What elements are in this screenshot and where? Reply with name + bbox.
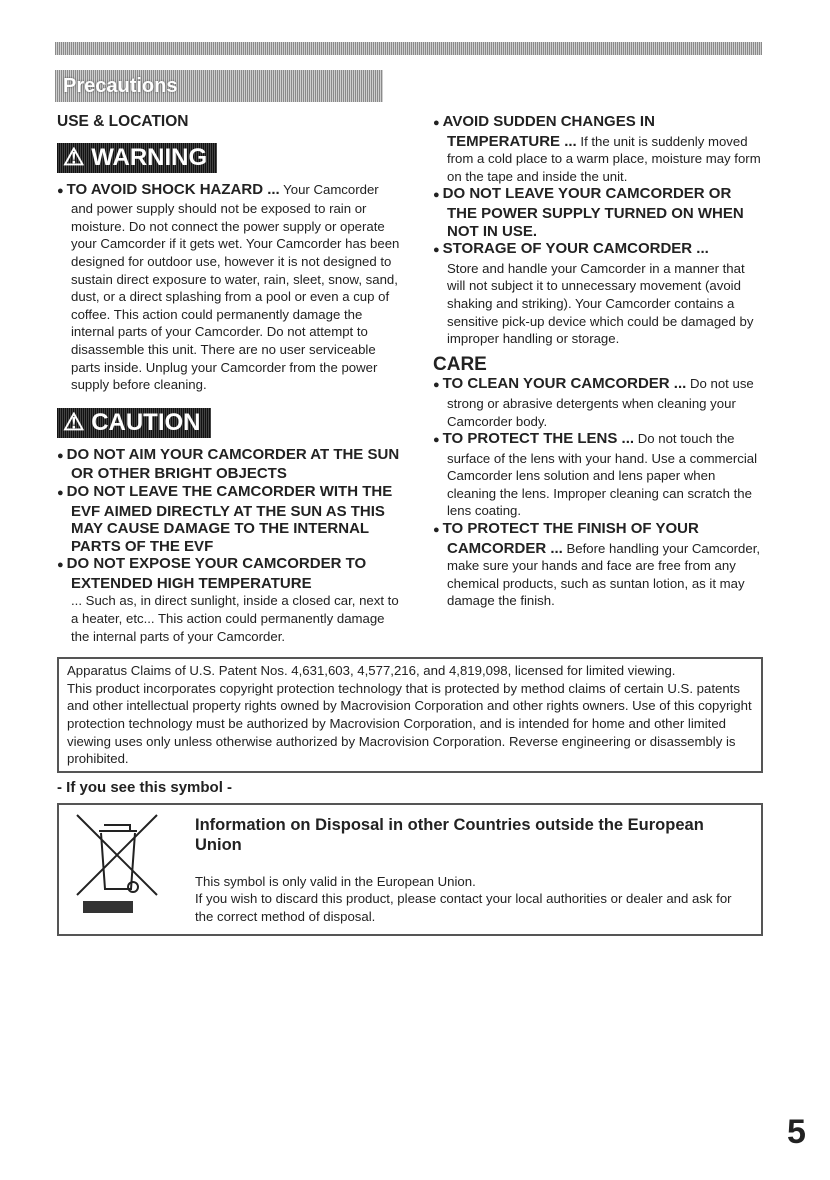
list-item: ● TO CLEAN YOUR CAMCORDER ... Do not use strong or abrasive detergents when cleaning your Camcorder body. — [433, 375, 754, 429]
warning-badge — [57, 143, 217, 173]
caution-badge — [57, 408, 211, 438]
disposal-line: If you wish to discard this product, please contact your local authorities or dealer and ask for the correct method of disposal. — [195, 891, 732, 924]
list-item: ● STORAGE OF YOUR CAMCORDER ... Store and handle your Camcorder in a manner that will not subject it to unnecessary movement (avoid shaking and striking). Your Camcorder contains a sensitive pick-up device which could be damaged by improper handling or storage. — [433, 240, 754, 347]
page-number: 5 — [787, 1113, 806, 1151]
list-item: ● DO NOT LEAVE THE CAMCORDER WITH THE EVF AIMED DIRECTLY AT THE SUN AS THIS MAY CAUSE DAMAGE TO THE INTERNAL PARTS OF THE EVF — [57, 482, 393, 555]
columns — [57, 113, 763, 645]
page-title: Precautions — [55, 70, 383, 102]
disposal-text — [195, 873, 751, 926]
disposal-body — [195, 811, 751, 926]
disposal-box — [57, 803, 763, 936]
care-heading: CARE — [433, 353, 487, 375]
list-item: ● AVOID SUDDEN CHANGES IN TEMPERATURE ... If the unit is suddenly moved from a cold place to a warm place, moisture may form on the tape and inside the unit. — [433, 113, 761, 184]
list-item: ● DO NOT LEAVE YOUR CAMCORDER OR THE POWER SUPPLY TURNED ON WHEN NOT IN USE. — [433, 185, 744, 240]
page-body — [57, 113, 763, 936]
right-column — [433, 113, 763, 610]
patent-notice-box — [57, 657, 763, 773]
disposal-title: Information on Disposal in other Countries outside the European Union — [195, 815, 704, 854]
section-heading: USE & LOCATION — [57, 113, 189, 130]
macrovision-notice: This product incorporates copyright protection technology that is protected by method claims of certain U.S. patents and other intellectual property rights owned by Macrovision Corporation and other rights owners. Use of this copyright protection technology must be authorized by Macrovision Corporation, and is intended for home and other limited viewing uses only unless otherwise authorized by Macrovision Corporation. Reverse engineering or disassembly is prohibited. — [67, 680, 752, 767]
symbol-note: - If you see this symbol - — [57, 778, 233, 796]
header-rule — [55, 42, 762, 55]
patent-claims: Apparatus Claims of U.S. Patent Nos. 4,631,603, 4,577,216, and 4,819,098, licensed for limited viewing. — [67, 663, 676, 679]
list-item: ● TO AVOID SHOCK HAZARD ... Your Camcorder and power supply should not be exposed to rain or moisture. Do not connect the power supply or operate your Camcorder if it gets wet. Your Camcorder has been designed for outdoor use, however it is not designed to sustain direct exposure to water, rain, sleet, snow, sand, dust, or a direct splashing from a pool or even a cup of coffee. This action could permanently damage the internal parts of your Camcorder. Do not attempt to disassemble this unit. There are no user serviceable parts inside. Unplug your Camcorder from the power supply before cleaning. — [57, 180, 400, 393]
left-column — [57, 113, 402, 645]
warning-label: WARNING — [91, 143, 208, 171]
list-item: ● TO PROTECT THE LENS ... Do not touch the surface of the lens with your hand. Use a commercial Camcorder lens solution and lens paper when cleaning the lens. Improper cleaning can scratch the lens coating. — [433, 430, 758, 519]
list-item: ● DO NOT AIM YOUR CAMCORDER AT THE SUN OR OTHER BRIGHT OBJECTS — [57, 445, 400, 483]
caution-label: CAUTION — [91, 408, 201, 436]
list-item: ● DO NOT EXPOSE YOUR CAMCORDER TO EXTENDED HIGH TEMPERATURE ... Such as, in direct sunlight, inside a closed car, next to a heater, etc... This action could permanently damage the internal parts of your Camcorder. — [57, 555, 399, 644]
crossed-bin-icon — [71, 811, 171, 916]
caution-icon: ⚠ — [63, 408, 92, 436]
list-item: ● TO PROTECT THE FINISH OF YOUR CAMCORDER ... Before handling your Camcorder, make sure your hands and face are free from any chemical products, such as suntan lotion, as it may damage the finish. — [433, 520, 761, 609]
disposal-line: This symbol is only valid in the European Union. — [195, 873, 476, 889]
warning-icon: ⚠ — [63, 143, 92, 171]
